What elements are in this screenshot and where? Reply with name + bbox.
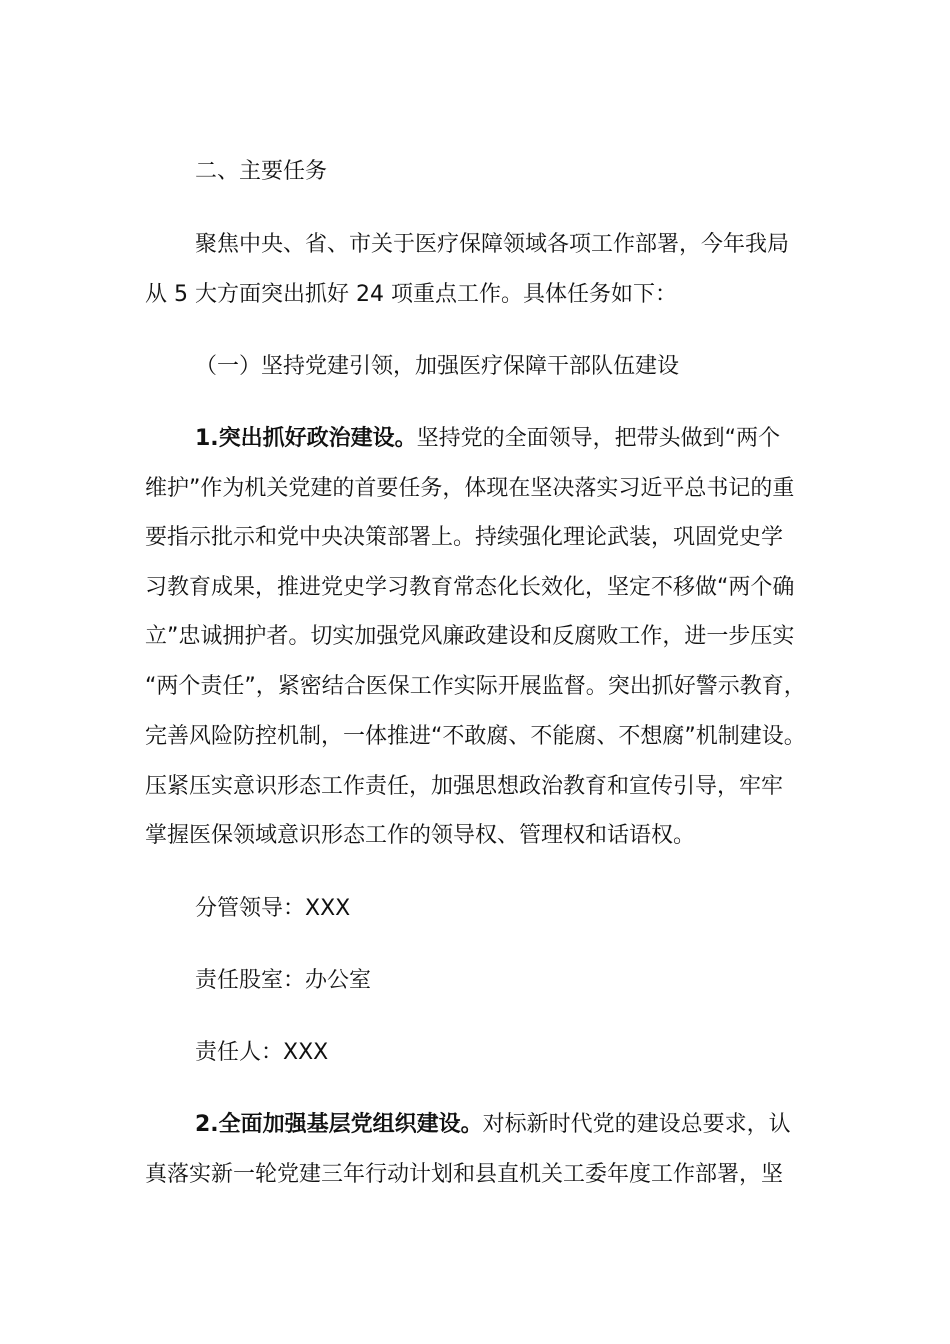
item2-first-line — [195, 1110, 865, 1140]
item1-office: 责任股室：办公室 — [195, 968, 372, 993]
item1-leader: 分管领导：XXX — [195, 896, 351, 921]
subsection-heading: （一）坚持党建引领，加强医疗保障干部队伍建设 — [195, 354, 680, 379]
item1-line: 习教育成果，推进党史学习教育常态化长效化，坚定不移做“两个确 — [145, 575, 795, 600]
item1-line: “两个责任”，紧密结合医保工作实际开展监督。突出抓好警示教育， — [145, 674, 806, 699]
item1-person: 责任人：XXX — [195, 1040, 329, 1065]
item1-text: 坚持党的全面领导，把带头做到“两个 — [416, 426, 781, 451]
item2-line: 真落实新一轮党建三年行动计划和县直机关工委年度工作部署，坚 — [145, 1162, 784, 1187]
section-heading: 二、主要任务 — [195, 159, 328, 184]
item1-line: 掌握医保领域意识形态工作的领导权、管理权和话语权。 — [145, 823, 696, 848]
item1-line: 立”忠诚拥护者。切实加强党风廉政建设和反腐败工作，进一步压实 — [145, 624, 795, 649]
intro-line-1: 聚焦中央、省、市关于医疗保障领域各项工作部署，今年我局 — [195, 232, 790, 257]
item1-line: 维护”作为机关党建的首要任务，体现在坚决落实习近平总书记的重 — [145, 476, 795, 501]
item2-title: 2.全面加强基层党组织建设。 — [195, 1112, 483, 1137]
item1-line: 要指示批示和党中央决策部署上。持续强化理论武装，巩固党史学 — [145, 525, 784, 550]
item1-line: 压紧压实意识形态工作责任，加强思想政治教育和宣传引导，牢牢 — [145, 774, 784, 799]
intro-line-2: 从 5 大方面突出抓好 24 项重点工作。具体任务如下： — [145, 282, 677, 307]
item2-text: 对标新时代党的建设总要求，认 — [482, 1112, 791, 1137]
item1-first-line — [195, 424, 865, 454]
item1-title: 1.突出抓好政治建设。 — [195, 426, 417, 451]
item1-line: 完善风险防控机制，一体推进“不敢腐、不能腐、不想腐”机制建设。 — [145, 724, 806, 749]
